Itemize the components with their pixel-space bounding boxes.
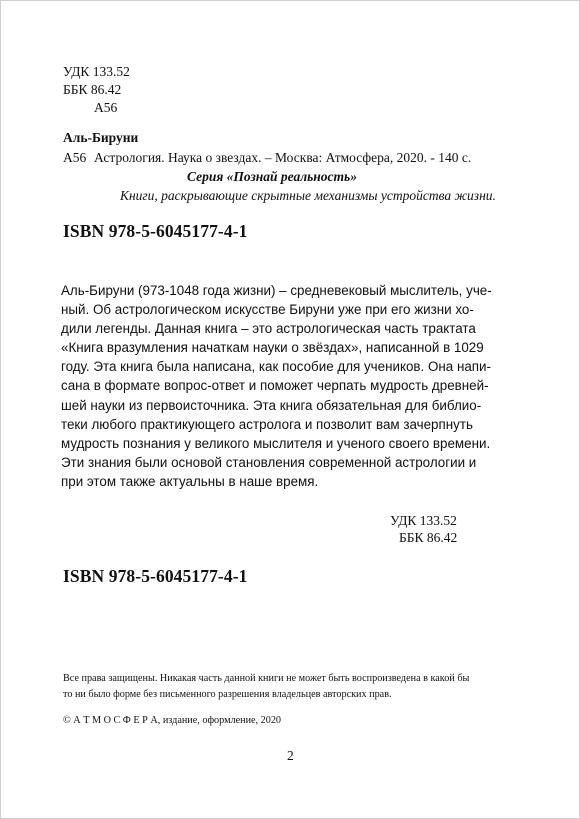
udk-code: УДК 133.52 <box>63 64 130 79</box>
abstract-line: теки любого практикующего астролога и позволит вам зачерпнуть <box>61 416 473 432</box>
sign-code: А56 <box>63 150 87 165</box>
abstract-line: «Книга вразумления начаткам науки о звёздах», написанной в 1029 <box>61 340 484 356</box>
isbn-bottom: ISBN 978-5-6045177-4-1 <box>63 566 248 586</box>
abstract-line: Аль-Бируни (973-1048 года жизни) – средневековый мыслитель, уче- <box>61 283 492 298</box>
abstract-line: мудрость познания у великого мыслителя и ученого своего времени. <box>61 435 491 451</box>
page-number: 2 <box>287 748 294 763</box>
rights-notice-line: то ни было форме без письменного разрешения владельцев авторских прав. <box>63 689 392 700</box>
abstract-line: сана в формате вопрос-ответ и поможет черпать мудрость древней- <box>61 378 489 394</box>
footer-udk-code: УДК 133.52 <box>390 513 457 528</box>
footer-bbk-code: ББК 86.42 <box>399 530 458 545</box>
abstract-line: при этом также актуальны в наше время. <box>61 473 319 489</box>
copyright-line: © А Т М О С Ф Е Р А, издание, оформление, 2020 <box>63 715 282 726</box>
abstract-line: Эти знания были основой становления современной астрологии и <box>61 454 477 470</box>
abstract-line: шей науки из первоисточника. Эта книга обязательная для библио- <box>61 397 482 413</box>
bbk-code: ББК 86.42 <box>63 82 122 97</box>
rights-notice-line: Все права защищены. Никакая часть данной книги не может быть воспроизведена в какой бы <box>63 673 470 684</box>
series-title: Серия «Познай реальность» <box>187 169 357 184</box>
isbn-top: ISBN 978-5-6045177-4-1 <box>63 221 248 241</box>
abstract-line: дили легенды. Данная книга – это астрологическая часть трактата <box>61 321 476 337</box>
abstract-line: ный. Об астрологическом искусстве Бируни уже при его жизни хо- <box>61 302 474 318</box>
abstract-line: году. Эта книга была написана, как пособие для учеников. Она напи- <box>61 359 491 375</box>
author-name: Аль-Бируни <box>63 130 139 145</box>
author-sign: А56 <box>94 100 118 115</box>
series-subtitle: Книги, раскрывающие скрытные механизмы устройства жизни. <box>120 188 496 203</box>
bibliographic-description: Астрология. Наука о звездах. – Москва: Атмосфера, 2020. - 140 с. <box>94 150 472 165</box>
abstract <box>61 281 521 491</box>
